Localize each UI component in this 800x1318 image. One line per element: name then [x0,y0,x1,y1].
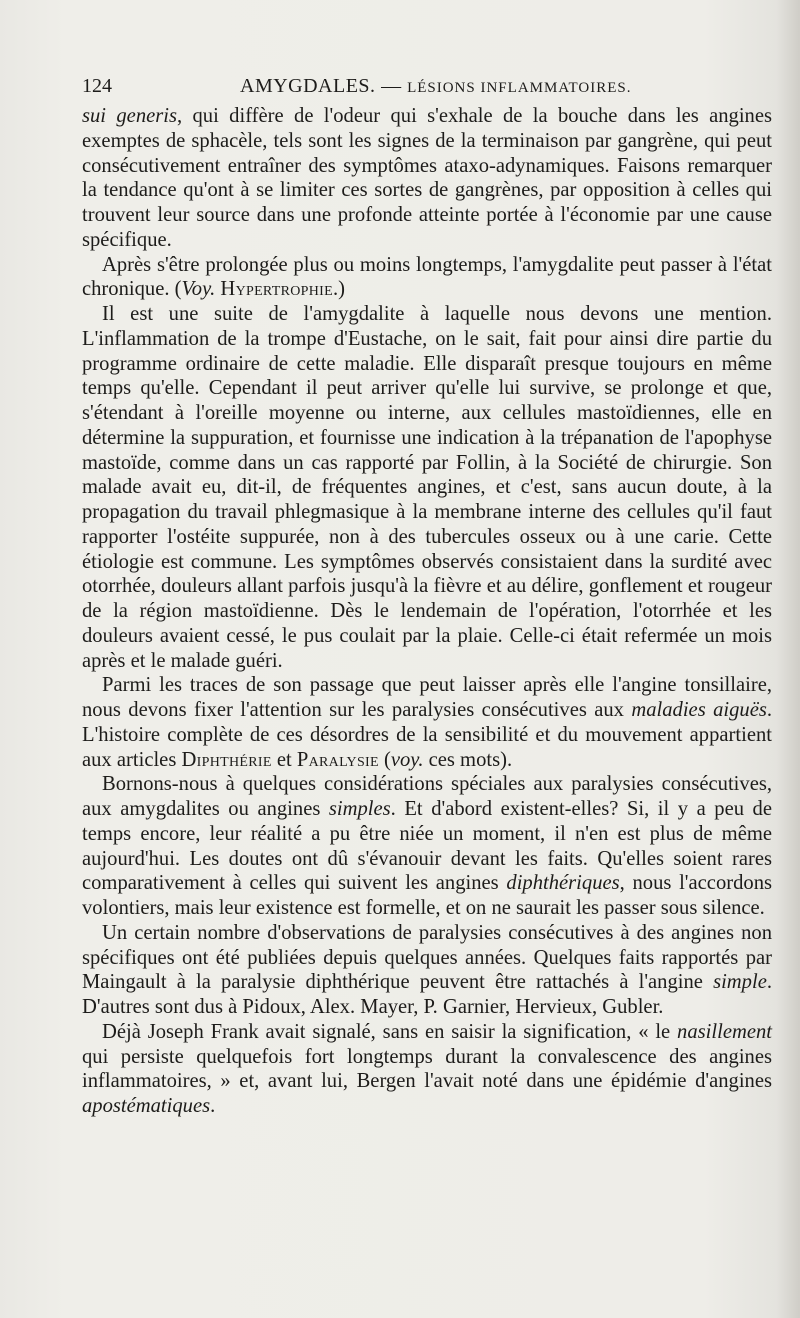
italic-text: nasillement [677,1020,772,1043]
text-run: .) [332,278,345,301]
italic-text: voy. [390,748,424,771]
body-text [82,104,772,1119]
italic-text: simple [713,971,767,994]
text-run: ( [378,748,391,771]
text-run: Il est une suite de l'amygdalite à laquelle nous devons une mention. L'inflammation de la trompe d'Eustache, on le sait, fait pour ainsi dire partie du programme ordinaire de cette maladie. Elle disparaît presque toujours en même temps qu'elle. Cependant il peut arriver qu'elle lui survive, se prolonge et que, s'étendant à l'oreille moyenne ou interne, aux cellules mastoïdiennes, elle en détermine la suppuration, et fournisse une indication à la trépanation de l'apophyse mastoïde, comme dans un cas rapporté par Follin, à la Société de chirurgie. Son malade avait eu, dit-il, de fréquentes angines, et c'est, sans aucun doute, à la propagation du travail phlegmasique à la membrane interne des cellules qu'il faut rapporter l'ostéite suppurée, non à des tubercules osseux ou à une carie. Cette étiologie est commune. Les symptômes observés consistaient dans la surdité avec otorrhée, douleurs allant parfois jusqu'à la fièvre et au délire, gonflement et rougeur de la région mastoïdienne. Dès le lendemain de l'opération, l'otorrhée et les douleurs avaient cessé, le pus coulait par la plaie. Celle-ci était refermée un mois après et le malade guéri. [82,303,772,672]
paragraph-p6 [82,921,772,1020]
running-header [82,72,772,100]
text-run: Déjà Joseph Frank avait signalé, sans en saisir la signification, « le [102,1020,678,1043]
running-title [240,72,631,102]
text-run: . [210,1095,216,1117]
paragraph-p5 [82,772,772,921]
paragraph-p3 [82,302,772,673]
small-caps-text: Diphthérie [181,748,272,771]
page-number: 124 [82,75,112,97]
text-run: . Et d'abord existent-elles? Si, il y a peu de temps encore, leur réalité a pu être niée un moment, il n'en est plus de même aujourd'hui. Les doutes ont dû s'évanouir devant les faits. Qu'elles soient rares comparativement à celles qui suivent les angines [82,798,772,895]
text-run: , qui diffère de l'odeur qui s'exhale de la bouche dans les angines exemptes de sphacèle, tels sont les signes de la terminaison par gangrène, qui peut consécutivement entraîner des symptômes ataxo-adynamiques. Faisons remarquer la tendance qu'ont à se limiter ces sortes de gangrènes, par opposition à celles qui trouvent leur source dans une profonde atteinte portée à l'économie par une cause spécifique. [82,105,772,251]
text-run: Bornons-nous à quelques considérations spéciales aux paralysies consécutives, aux amygdalites ou angines [82,773,772,820]
small-caps-text: Paralysie [296,748,379,771]
text-run: qui persiste quelquefois fort longtemps durant la convalescence des angines inflammatoires, » et, avant lui, Bergen l'avait noté dans une épidémie d'angines [82,1045,772,1093]
italic-text: sui generis [82,105,178,127]
italic-text: apostématiques [82,1095,211,1117]
paragraph-p1 [82,104,772,253]
paragraph-p7 [82,1020,772,1119]
text-run: , nous l'accordons volontiers, mais leur existence est formelle, et on ne saurait les passer sous silence. [82,872,772,919]
text-run: Après s'être prolongée plus ou moins longtemps, l'amygdalite peut passer à l'état chronique. ( [82,253,772,301]
small-caps-text: Hypertrophie [220,278,333,301]
italic-text: maladies aiguës [631,699,767,721]
italic-text: simples [328,798,391,820]
text-run: . L'histoire complète de ces désordres de la sensibilité et du mouvement appartient aux articles [82,699,773,771]
text-run: ces mots). [423,748,513,771]
header-subtitle: LÉSIONS INFLAMMATOIRES. [407,80,632,96]
text-run: . D'autres sont dus à Pidoux, Alex. Mayer, P. Garnier, Hervieux, Gubler. [82,971,772,1018]
paragraph-p4 [82,673,772,772]
text-run: et [271,748,297,771]
italic-text: diphthériques [506,872,620,895]
text-run: Un certain nombre d'observations de paralysies consécutives à des angines non spécifiques ont été publiées depuis quelques années. Quelques faits rapportés par Maingault à la paralysie diphthérique peuvent être rattachés à l'angine [82,921,772,994]
paragraph-p2 [82,253,772,303]
text-run: Parmi les traces de son passage que peut laisser après elle l'angine tonsillaire, nous devons fixer l'attention sur les paralysies consécutives aux [82,674,772,721]
header-title: AMYGDALES. [240,75,376,97]
header-separator: — [381,75,402,97]
italic-text: Voy. [181,278,216,301]
